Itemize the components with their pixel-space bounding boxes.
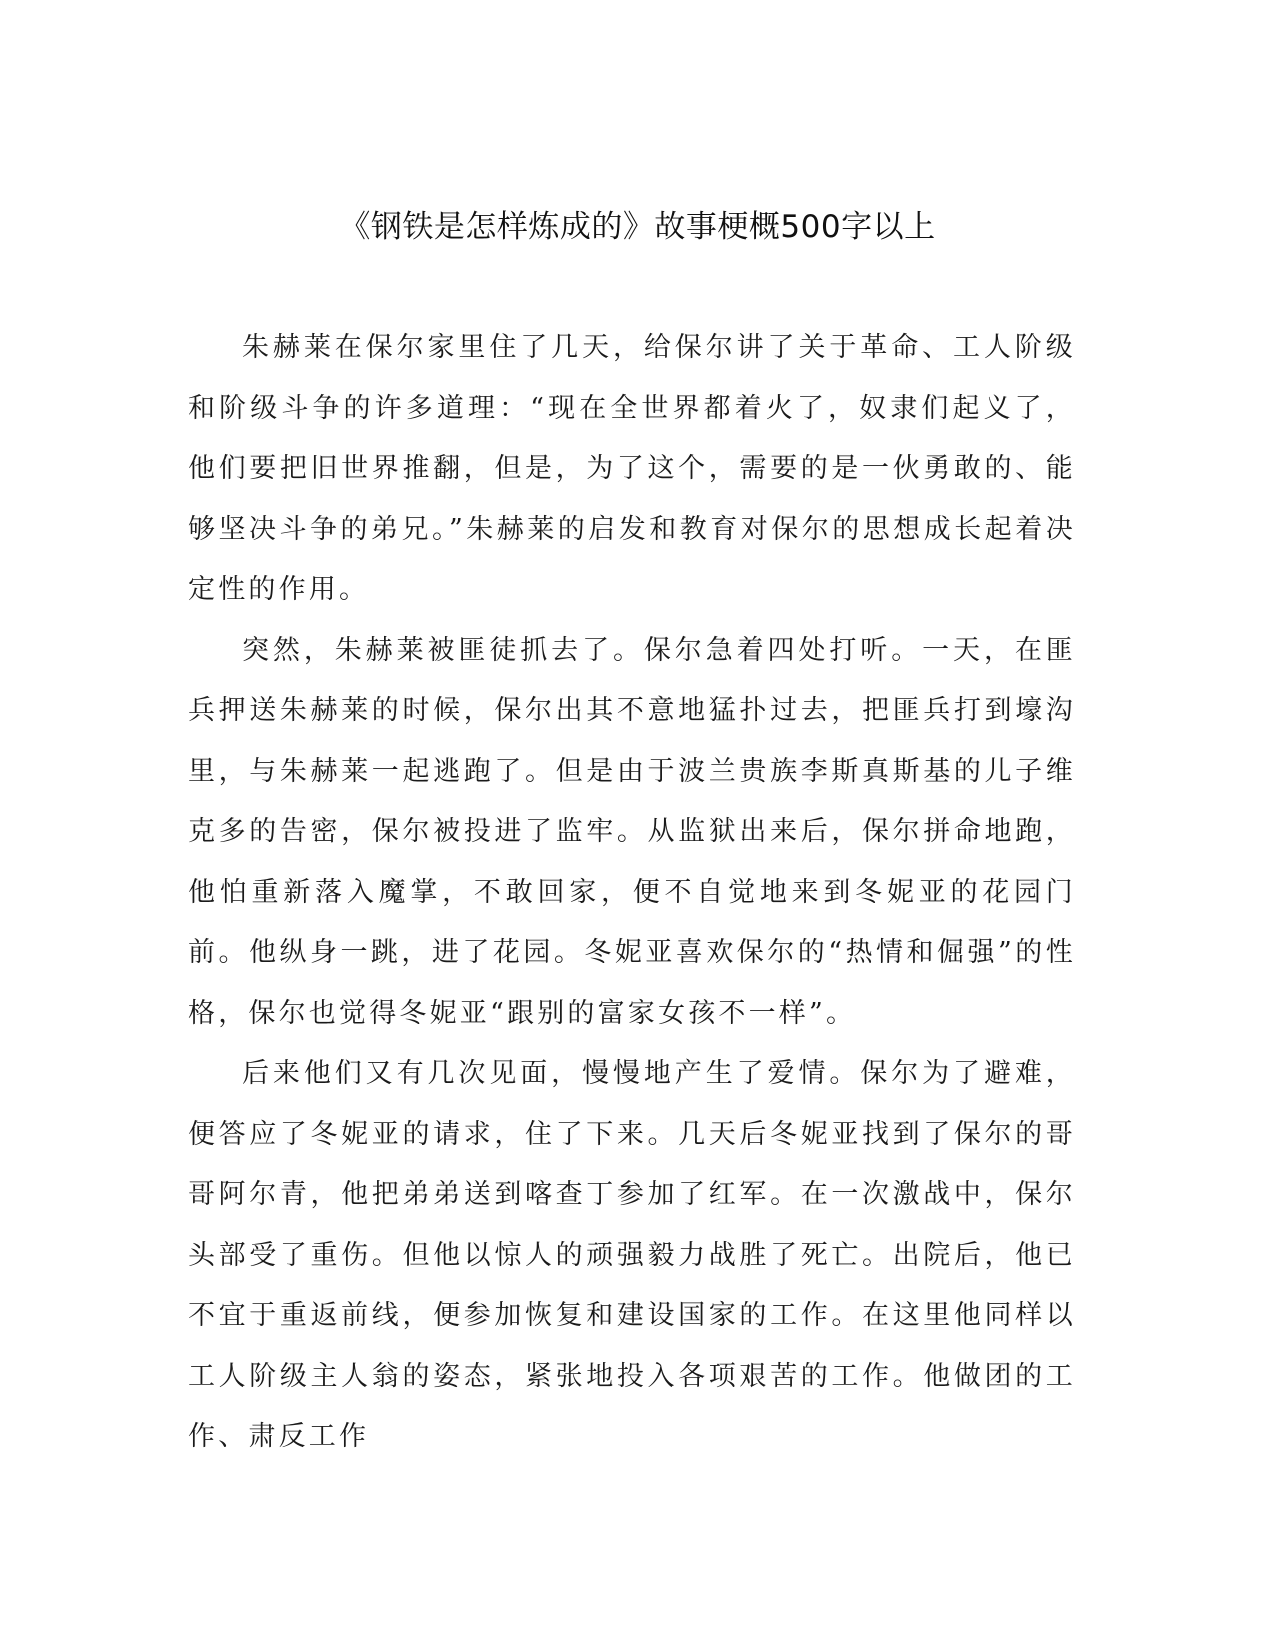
paragraph: 后来他们又有几次见面，慢慢地产生了爱情。保尔为了避难，便答应了冬妮亚的请求，住了下来。几天后冬妮亚找到了保尔的哥哥阿尔青，他把弟弟送到喀查丁参加了红军。在一次激战中，保尔头部受了重伤。但他以惊人的顽强毅力战胜了死亡。出院后，他已不宜于重返前线，便参加恢复和建设国家的工作。在这里他同样以工人阶级主人翁的姿态，紧张地投入各项艰苦的工作。他做团的工作、肃反工作 [188, 1058, 1076, 1452]
paragraph: 突然，朱赫莱被匪徒抓去了。保尔急着四处打听。一天，在匪兵押送朱赫莱的时候，保尔出其不意地猛扑过去，把匪兵打到壕沟里，与朱赫莱一起逃跑了。但是由于波兰贵族李斯真斯基的儿子维克多的告密，保尔被投进了监牢。从监狱出来后，保尔拼命地跑，他怕重新落入魔掌，不敢回家，便不自觉地来到冬妮亚的花园门前。他纵身一跳，进了花园。冬妮亚喜欢保尔的“热情和倔强”的性格，保尔也觉得冬妮亚“跟别的富家女孩不一样”。 [188, 634, 1076, 1029]
document-body [188, 318, 1076, 1468]
document-title: 《钢铁是怎样炼成的》故事梗概500字以上 [339, 209, 936, 245]
paragraph: 朱赫莱在保尔家里住了几天，给保尔讲了关于革命、工人阶级和阶级斗争的许多道理：“现在全世界都着火了，奴隶们起义了，他们要把旧世界推翻，但是，为了这个，需要的是一伙勇敢的、能够坚决斗争的弟兄。”朱赫莱的启发和教育对保尔的思想成长起着决定性的作用。 [188, 332, 1076, 605]
